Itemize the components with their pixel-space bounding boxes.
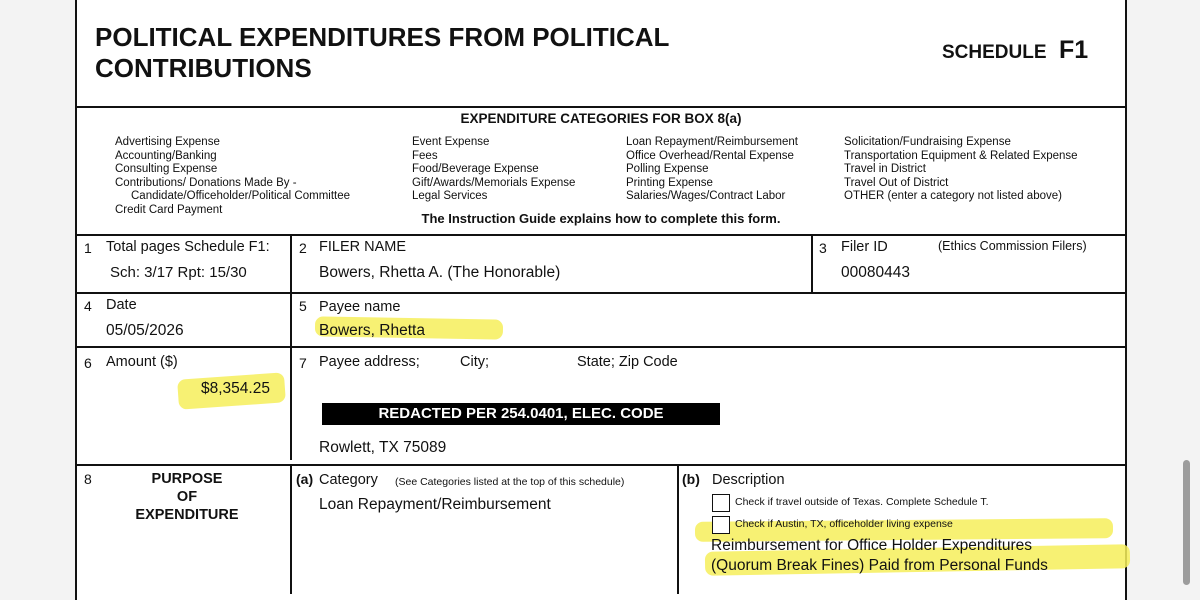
payee-city-label: City; bbox=[460, 354, 489, 370]
category-item: Gift/Awards/Memorials Expense bbox=[412, 176, 576, 189]
category-item: Consulting Expense bbox=[115, 163, 218, 175]
description-label: Description bbox=[712, 472, 785, 488]
divider bbox=[290, 464, 292, 594]
category-item: Accounting/Banking bbox=[115, 149, 217, 162]
filer-name-label: FILER NAME bbox=[319, 239, 407, 255]
description-tag: (b) bbox=[682, 471, 700, 487]
category-item: Solicitation/Fundraising Expense bbox=[844, 136, 1011, 148]
category-item: Legal Services bbox=[412, 190, 488, 202]
date-label: Date bbox=[106, 297, 137, 313]
category-item: Credit Card Payment bbox=[115, 203, 223, 216]
amount-value: $8,354.25 bbox=[201, 380, 270, 397]
category-item: Printing Expense bbox=[626, 176, 713, 189]
rule-row2 bbox=[77, 346, 1125, 348]
description-line1: Reimbursement for Office Holder Expenditures bbox=[711, 537, 1033, 554]
rule-header bbox=[77, 106, 1125, 108]
date-value: 05/05/2026 bbox=[106, 322, 184, 339]
redacted-address: REDACTED PER 254.0401, ELEC. CODE bbox=[322, 403, 720, 425]
rule-row3 bbox=[77, 464, 1125, 466]
field-5-number: 5 bbox=[299, 298, 307, 314]
divider bbox=[290, 292, 292, 460]
rule-categories bbox=[77, 234, 1125, 236]
field-7-number: 7 bbox=[299, 355, 307, 371]
filer-id-label: Filer ID bbox=[841, 239, 888, 255]
payee-name-label: Payee name bbox=[319, 299, 401, 315]
travel-outside-texas-label: Check if travel outside of Texas. Complete Schedule T. bbox=[735, 496, 989, 508]
category-item: Travel in District bbox=[844, 163, 926, 175]
category-label: Category bbox=[319, 472, 378, 488]
scrollbar-thumb[interactable] bbox=[1183, 460, 1190, 585]
category-item: Office Overhead/Rental Expense bbox=[626, 149, 794, 162]
total-pages-label: Total pages Schedule F1: bbox=[106, 239, 270, 255]
payee-name-value: Bowers, Rhetta bbox=[319, 322, 425, 339]
filer-id-value: 00080443 bbox=[841, 264, 910, 281]
category-item: Event Expense bbox=[412, 136, 490, 148]
schedule-f1-form bbox=[75, 0, 1127, 600]
field-8-number: 8 bbox=[84, 471, 92, 487]
instruction-note: The Instruction Guide explains how to complete this form. bbox=[421, 211, 781, 226]
form-title-line1: POLITICAL EXPENDITURES FROM POLITICAL bbox=[95, 22, 670, 52]
payee-city-value: Rowlett, TX 75089 bbox=[319, 439, 447, 456]
austin-living-expense-label: Check if Austin, TX, officeholder living expense bbox=[735, 518, 953, 530]
payee-state-zip-label: State; Zip Code bbox=[577, 354, 678, 370]
filer-name-value: Bowers, Rhetta A. (The Honorable) bbox=[319, 264, 561, 281]
field-6-number: 6 bbox=[84, 355, 92, 371]
category-note: (See Categories listed at the top of this schedule) bbox=[395, 476, 625, 488]
purpose-heading bbox=[97, 470, 277, 524]
categories-col4 bbox=[844, 136, 1078, 204]
schedule-label: SCHEDULE bbox=[942, 42, 1047, 63]
filer-id-note: (Ethics Commission Filers) bbox=[938, 239, 1087, 253]
field-2-number: 2 bbox=[299, 240, 307, 256]
divider bbox=[811, 234, 813, 294]
category-item: Contributions/ Donations Made By - bbox=[115, 176, 297, 189]
category-tag: (a) bbox=[296, 471, 314, 487]
field-3-number: 3 bbox=[819, 240, 827, 256]
field-1-number: 1 bbox=[84, 240, 92, 256]
rule-row1 bbox=[77, 292, 1125, 294]
category-item: Loan Repayment/Reimbursement bbox=[626, 136, 798, 148]
categories-col1 bbox=[115, 136, 350, 217]
category-item: Food/Beverage Expense bbox=[412, 163, 539, 175]
total-pages-value: Sch: 3/17 Rpt: 15/30 bbox=[110, 264, 247, 281]
category-item: Travel Out of District bbox=[844, 176, 949, 189]
payee-address-label: Payee address; bbox=[319, 354, 420, 370]
category-item: Advertising Expense bbox=[115, 136, 220, 148]
categories-heading: EXPENDITURE CATEGORIES FOR BOX 8(a) bbox=[460, 111, 742, 126]
divider bbox=[290, 234, 292, 294]
category-item: Transportation Equipment & Related Expense bbox=[844, 149, 1078, 162]
divider bbox=[677, 464, 679, 594]
category-item: Fees bbox=[412, 149, 438, 162]
category-item: Salaries/Wages/Contract Labor bbox=[626, 190, 786, 202]
category-item: Candidate/Officeholder/Political Committee bbox=[131, 190, 351, 202]
categories-col3 bbox=[626, 136, 798, 204]
category-item: Polling Expense bbox=[626, 163, 709, 175]
form-title-line2: CONTRIBUTIONS bbox=[95, 53, 312, 83]
category-item: OTHER (enter a category not listed above) bbox=[844, 190, 1062, 202]
field-4-number: 4 bbox=[84, 298, 92, 314]
austin-living-expense-checkbox[interactable] bbox=[712, 516, 730, 534]
description-line2: (Quorum Break Fines) Paid from Personal Funds bbox=[711, 557, 1048, 574]
purpose-line2: OF bbox=[176, 489, 198, 505]
categories-col2 bbox=[412, 136, 575, 204]
purpose-line1: PURPOSE bbox=[151, 471, 223, 487]
schedule-code: F1 bbox=[1059, 36, 1089, 64]
amount-label: Amount ($) bbox=[106, 354, 178, 370]
travel-outside-texas-checkbox[interactable] bbox=[712, 494, 730, 512]
purpose-line3: EXPENDITURE bbox=[135, 507, 239, 523]
category-value: Loan Repayment/Reimbursement bbox=[319, 496, 551, 513]
